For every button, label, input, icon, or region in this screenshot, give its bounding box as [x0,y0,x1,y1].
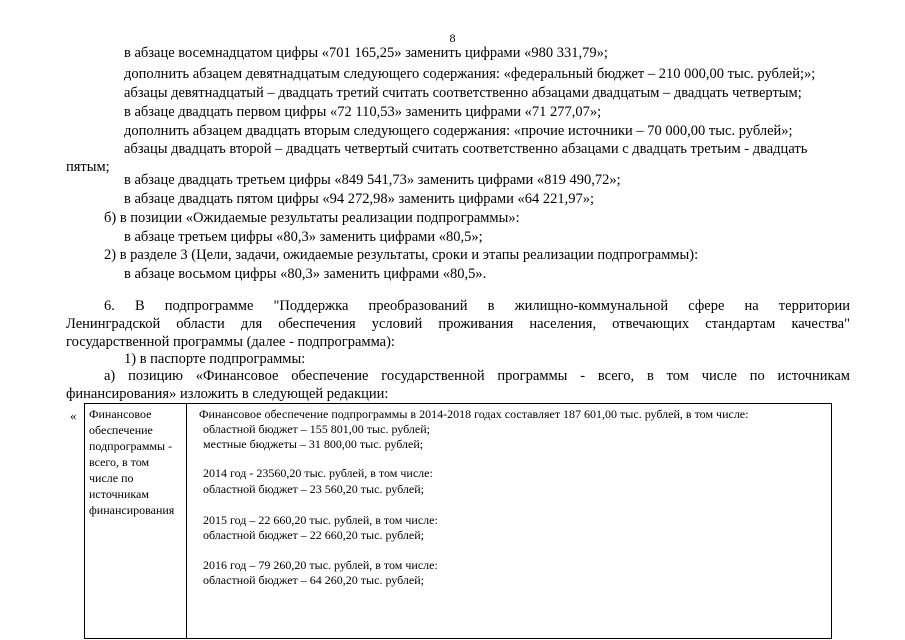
text-line: абзацы девятнадцатый – двадцать третий считать соответственно абзацами двадцатым – двадцать четвертым; [124,85,802,101]
text-line: Ленинградской области для обеспечения условий проживания населения, отвечающих стандартам качества" [66,316,850,332]
text-line: дополнить абзацем двадцать вторым следующего содержания: «прочие источники – 70 000,00 тыс. рублей»; [124,123,793,139]
text-line: государственной программы (далее - подпрограмма): [66,334,395,350]
right-cell-line: областной бюджет – 23 560,20 тыс. рублей; [203,482,424,496]
right-cell-line: 2014 год - 23560,20 тыс. рублей, в том числе: [203,466,433,480]
text-line: финансирования» изложить в следующей редакции: [66,386,389,402]
text-line: в абзаце двадцать третьем цифры «849 541,73» заменить цифрами «819 490,72»; [124,172,621,188]
text-line: 1) в паспорте подпрограммы: [124,351,306,367]
left-cell-line: числе по [89,471,134,485]
text-line: 6. В подпрограмме "Поддержка преобразований в жилищно-коммунальной сфере на территории [104,298,850,314]
right-cell-line: Финансовое обеспечение подпрограммы в 2014-2018 годах составляет 187 601,00 тыс. рублей, в том числе: [199,407,749,421]
right-cell-line: 2015 год – 22 660,20 тыс. рублей, в том числе: [203,513,438,527]
page-number: 8 [449,31,456,45]
text-line: в абзаце восьмом цифры «80,3» заменить цифрами «80,5». [124,266,487,282]
right-cell-line: 2016 год – 79 260,20 тыс. рублей, в том числе: [203,558,438,572]
section-6-first-line [104,297,850,315]
left-cell-line: подпрограммы - [89,439,173,453]
item-a-first-line [104,367,850,385]
text-line: в абзаце восемнадцатом цифры «701 165,25» заменить цифрами «980 331,79»; [124,45,608,61]
right-cell-line: местные бюджеты – 31 800,00 тыс. рублей; [203,437,424,451]
left-cell-line: Финансовое [89,407,152,421]
left-cell-line: источникам [89,487,149,501]
left-cell-line: всего, в том [89,455,150,469]
text-line: а) позицию «Финансовое обеспечение государственной программы - всего, в том числе по источникам [104,368,850,384]
text-line: абзацы двадцать второй – двадцать четвертый считать соответственно абзацами с двадцать третьим - двадцать [124,141,808,157]
right-cell-line: областной бюджет – 22 660,20 тыс. рублей; [203,528,424,542]
right-cell-line: областной бюджет – 155 801,00 тыс. рублей; [203,422,430,436]
text-line: б) в позиции «Ожидаемые результаты реализации подпрограммы»: [104,210,520,226]
text-line: дополнить абзацем девятнадцатым следующего содержания: «федеральный бюджет – 210 000,00 тыс. рублей;»; [124,66,816,82]
text-line: в абзаце двадцать первом цифры «72 110,53» заменить цифрами «71 277,07»; [124,104,602,120]
left-cell-line: финансирования [89,503,175,517]
text-line: пятым; [66,159,110,175]
text-line: в абзаце двадцать пятом цифры «94 272,98» заменить цифрами «64 221,97»; [124,191,595,207]
right-cell-line: областной бюджет – 64 260,20 тыс. рублей; [203,573,424,587]
left-cell-line: обеспечение [89,423,153,437]
text-line: в абзаце третьем цифры «80,3» заменить цифрами «80,5»; [124,229,483,245]
text-line: 2) в разделе 3 (Цели, задачи, ожидаемые результаты, сроки и этапы реализации подпрограммы): [104,247,699,263]
open-quote: « [70,408,77,423]
